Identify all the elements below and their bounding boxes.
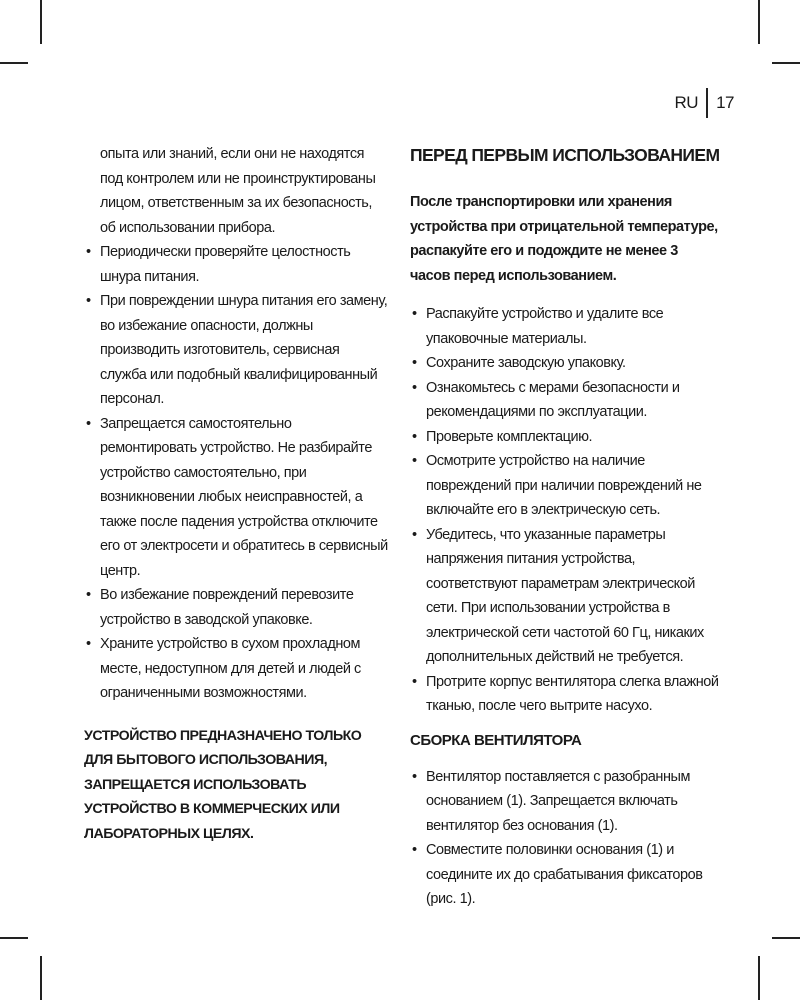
first-use-list: [410, 302, 720, 719]
household-use-warning: УСТРОЙСТВО ПРЕДНАЗНАЧЕНО ТОЛЬКО ДЛЯ БЫТОВОГО ИСПОЛЬЗОВАНИЯ, ЗАПРЕЩАЕТСЯ ИСПОЛЬЗОВАТЬ УСТРОЙСТВО В КОММЕРЧЕСКИХ ИЛИ ЛАБОРАТОРНЫХ ЦЕЛЯХ.: [84, 727, 362, 842]
list-item: • Совместите половинки основания (1) и соедините их до срабатывания фиксаторов (рис. 1).: [410, 838, 720, 912]
bullet-icon: •: [412, 428, 417, 445]
bullet-icon: •: [412, 768, 417, 785]
bullet-icon: •: [86, 244, 91, 260]
crop-mark: [0, 937, 28, 939]
bullet-icon: •: [86, 587, 91, 603]
continuation-text: опыта или знаний, если они не находятся под контролем или не проинструктированы лицом, ответственным за их безопасность, об использовании прибора.: [100, 146, 376, 236]
crop-mark: [758, 0, 760, 44]
bullet-icon: •: [86, 636, 91, 652]
list-item: • Проверьте комплектацию.: [410, 425, 720, 450]
header-divider: [706, 88, 708, 118]
left-column: [84, 142, 389, 846]
bullet-icon: •: [412, 842, 417, 858]
bullet-icon: •: [412, 306, 417, 322]
crop-mark: [772, 62, 800, 64]
section-heading: ПЕРЕД ПЕРВЫМ ИСПОЛЬЗОВАНИЕМ: [410, 145, 720, 165]
bullet-icon: •: [86, 293, 91, 309]
bullet-icon: •: [412, 355, 417, 371]
bullet-icon: •: [412, 379, 417, 396]
language-code: RU: [674, 93, 699, 112]
crop-mark: [40, 956, 42, 1000]
safety-list: [84, 240, 389, 706]
list-item: • Периодически проверяйте целостность шнура питания.: [84, 240, 389, 289]
list-item: • Запрещается самостоятельно ремонтировать устройство. Не разбирайте устройство самостоятельно, при возникновении любых неисправностей, а также после падения устройства отключите его от электросети и обратитесь в сервисный центр.: [84, 412, 389, 584]
page-number: 17: [716, 93, 734, 112]
list-item: • Протрите корпус вентилятора слегка влажной тканью, после чего вытрите насухо.: [410, 670, 720, 719]
list-item: • Осмотрите устройство на наличие повреждений при наличии повреждений не включайте его в электрическую сеть.: [410, 449, 720, 523]
crop-mark: [40, 0, 42, 44]
bullet-icon: •: [412, 673, 417, 690]
page-header: [675, 88, 734, 118]
crop-mark: [758, 956, 760, 1000]
list-item: • При повреждении шнура питания его замену, во избежание опасности, должны производить изготовитель, сервисная служба или подобный квалифицированный персонал.: [84, 289, 389, 412]
list-item: • Храните устройство в сухом прохладном месте, недоступном для детей и людей с ограниченными возможностями.: [84, 632, 389, 706]
assembly-list: [410, 765, 720, 912]
list-item: • Вентилятор поставляется с разобранным основанием (1). Запрещается включать вентилятор без основания (1).: [410, 765, 720, 839]
list-item: • Во избежание повреждений перевозите устройство в заводской упаковке.: [84, 583, 389, 632]
list-item: • Распакуйте устройство и удалите все упаковочные материалы.: [410, 302, 720, 351]
bullet-icon: •: [412, 453, 417, 469]
intro-text: После транспортировки или хранения устройства при отрицательной температуре, распакуйте его и подождите не менее 3 часов перед использованием.: [410, 194, 718, 284]
bullet-icon: •: [86, 415, 91, 432]
subsection-heading: СБОРКА ВЕНТИЛЯТОРА: [410, 731, 582, 749]
crop-mark: [0, 62, 28, 64]
crop-mark: [772, 937, 800, 939]
list-item: • Ознакомьтесь с мерами безопасности и рекомендациями по эксплуатации.: [410, 376, 720, 425]
bullet-icon: •: [412, 526, 417, 543]
right-column: [410, 142, 720, 912]
list-item: • Сохраните заводскую упаковку.: [410, 351, 720, 376]
list-item: • Убедитесь, что указанные параметры напряжения питания устройства, соответствуют параметрам электрической сети. При использовании устройства в электрической сети частотой 60 Гц, никаких дополнительных действий не требуется.: [410, 523, 720, 670]
